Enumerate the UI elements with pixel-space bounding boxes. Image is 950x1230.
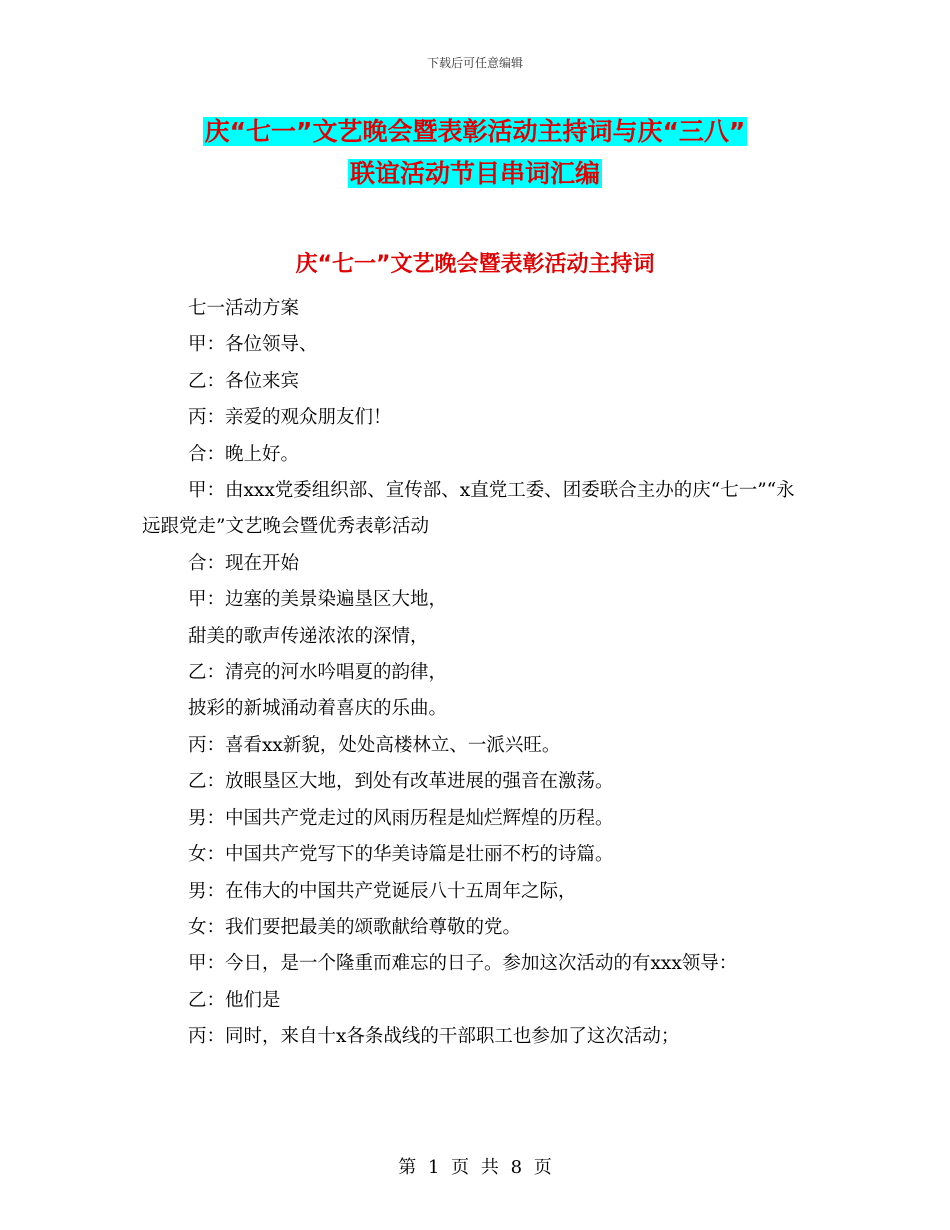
- page-number-footer: 第 1 页 共 8 页: [398, 1157, 552, 1178]
- paragraph: 男：在伟大的中国共产党诞辰八十五周年之际，: [188, 880, 577, 902]
- paragraph: 甲：今日，是一个隆重而难忘的日子。参加这次活动的有xxx领导：: [188, 953, 738, 975]
- paragraph: 甲：各位领导、: [188, 334, 318, 356]
- paragraph: 甲：由xxx党委组织部、宣传部、x直党工委、团委联合主办的庆“七一”“永远跟党走”文艺晚会暨优秀表彰活动: [142, 480, 795, 538]
- section-heading: 庆“七一”文艺晚会暨表彰活动主持词: [295, 252, 655, 277]
- document-title-line-2: [0, 151, 950, 197]
- paragraph: 甜美的歌声传递浓浓的深情，: [188, 625, 429, 647]
- paragraph: 乙：各位来宾: [188, 370, 300, 392]
- paragraph: 男：中国共产党走过的风雨历程是灿烂辉煌的历程。: [188, 807, 614, 829]
- paragraph: 乙：他们是: [188, 989, 281, 1011]
- paragraph: 丙：同时，来自十x各条战线的干部职工也参加了这次活动；: [188, 1026, 680, 1048]
- paragraph: 七一活动方案: [188, 298, 300, 319]
- document-body: [142, 291, 810, 1056]
- paragraph: 乙：清亮的河水吟唱夏的韵律，: [188, 662, 448, 684]
- paragraph: 甲：边塞的美景染遍垦区大地，: [188, 589, 448, 611]
- paragraph: 合：晚上好。: [188, 443, 300, 465]
- paragraph: 乙：放眼垦区大地，到处有改革进展的强音在激荡。: [188, 771, 614, 793]
- document-title-text-2: 联谊活动节目串词汇编: [349, 159, 600, 188]
- paragraph: 披彩的新城涌动着喜庆的乐曲。: [188, 698, 448, 720]
- document-title-text-1: 庆“七一”文艺晚会暨表彰活动主持词与庆“三八”: [204, 117, 746, 146]
- paragraph: 丙：喜看xx新貌，处处高楼林立、一派兴旺。: [188, 734, 561, 756]
- paragraph: 合：现在开始: [188, 552, 300, 574]
- paragraph: 女：我们要把最美的颂歌献给尊敬的党。: [188, 916, 522, 938]
- page-header-note: 下载后可任意编辑: [426, 56, 523, 70]
- document-title-line-1: [0, 109, 950, 155]
- paragraph: 丙：亲爱的观众朋友们！: [188, 407, 392, 429]
- paragraph: 女：中国共产党写下的华美诗篇是壮丽不朽的诗篇。: [188, 844, 614, 866]
